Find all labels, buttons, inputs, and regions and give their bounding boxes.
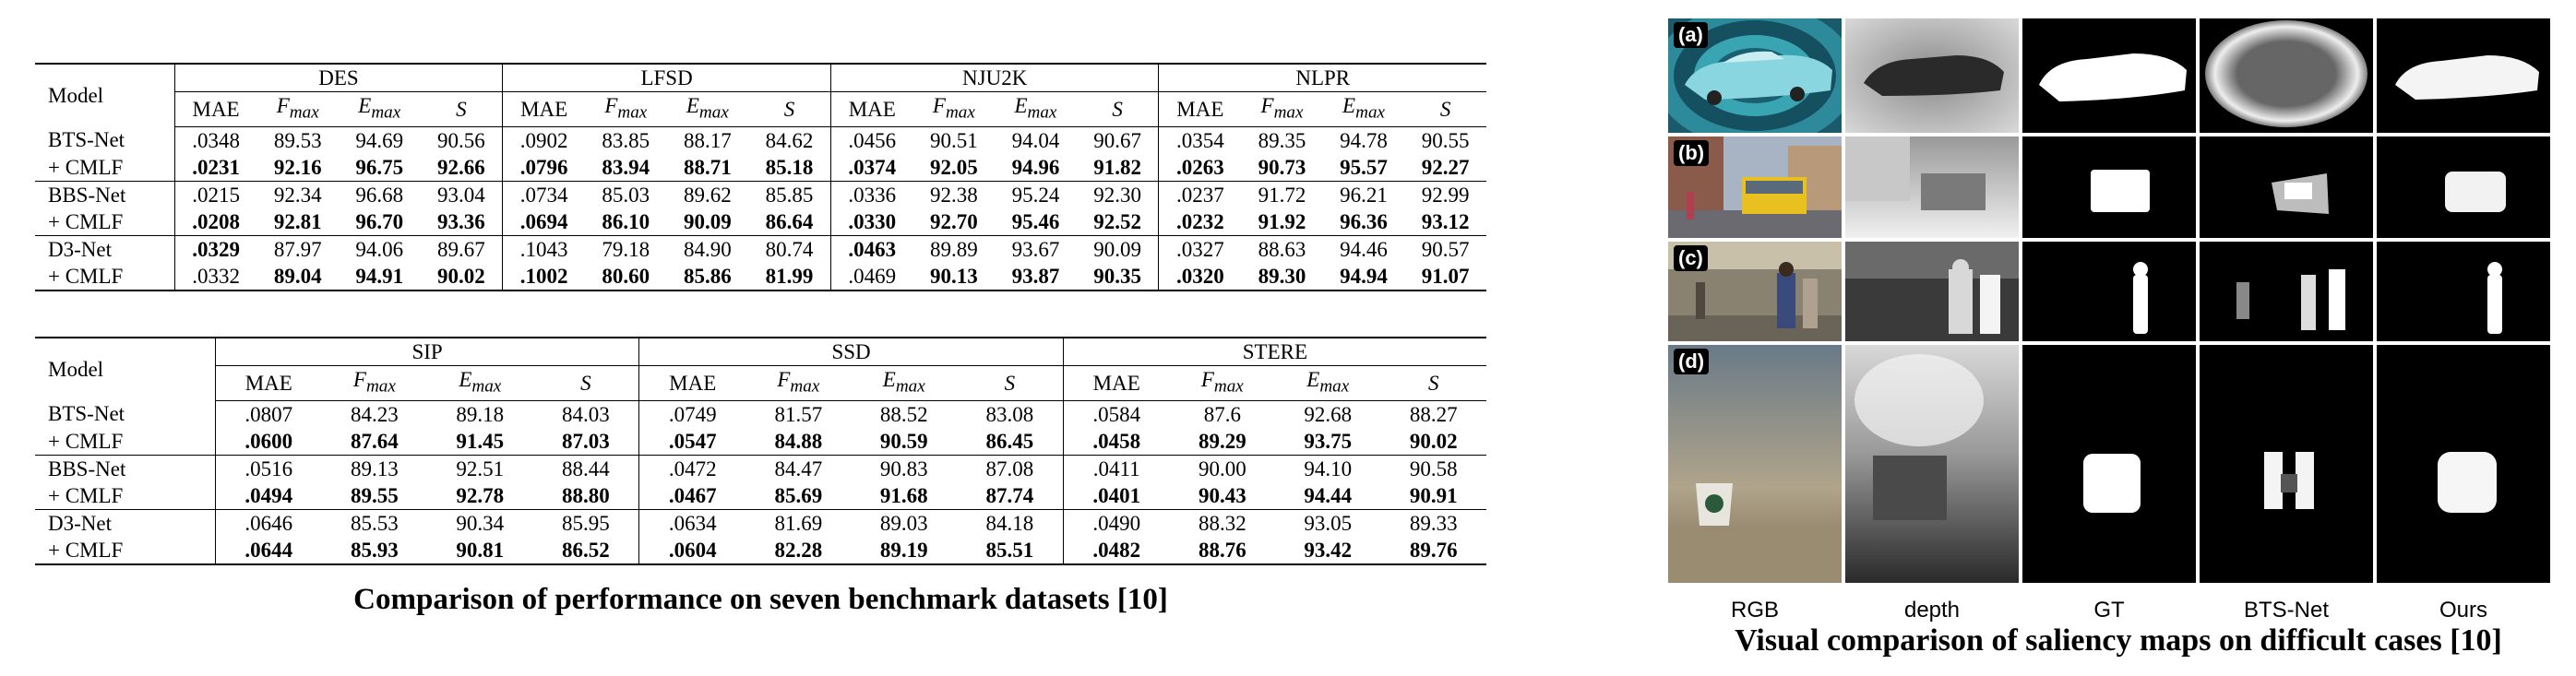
metric-fmax: $F_{max}$ — [585, 92, 667, 127]
metric-value-cell: 96.70 — [339, 208, 421, 236]
metric-value-cell: .0463 — [830, 235, 912, 263]
metric-value-cell: 96.68 — [355, 183, 404, 207]
metric-value-cell: 85.93 — [322, 537, 427, 564]
metric-value-cell: 93.67 — [1011, 237, 1060, 261]
metric-value-cell: .0482 — [1063, 537, 1169, 564]
metric-value-cell: .0208 — [174, 208, 256, 236]
metric-value-cell: 94.04 — [1011, 128, 1060, 152]
ours-map-b — [2377, 136, 2550, 238]
table-row — [35, 235, 1486, 263]
model-name-cell: + CMLF — [35, 263, 174, 291]
metric-value-cell: 81.57 — [774, 402, 823, 426]
table-row — [35, 482, 1486, 510]
metric-value-cell: .0401 — [1063, 482, 1169, 510]
dataset-header-des: DES — [174, 64, 503, 92]
metric-mae: MAE — [174, 92, 256, 127]
metric-value-cell: 88.52 — [879, 402, 928, 426]
metric-value-cell: 92.38 — [930, 183, 978, 207]
model-name-cell: + CMLF — [35, 537, 215, 564]
metric-value-cell: 90.55 — [1421, 128, 1470, 152]
metric-value-cell: 87.74 — [957, 482, 1063, 510]
metric-value-cell: 93.05 — [1304, 511, 1353, 535]
model-header: Model — [35, 64, 174, 126]
metric-value-cell: .0329 — [174, 235, 256, 263]
results-table-1 — [35, 63, 1486, 291]
rgb-image-c — [1668, 242, 1842, 341]
metric-value-cell: 92.99 — [1421, 183, 1470, 207]
model-name-cell: BTS-Net — [48, 128, 125, 152]
metric-value-cell: 88.63 — [1258, 237, 1306, 261]
table-row — [35, 181, 1486, 208]
metric-value-cell: .0516 — [215, 455, 321, 482]
table-2-body — [35, 400, 1486, 564]
metric-s: S — [748, 92, 830, 127]
metric-s: S — [1404, 92, 1486, 127]
metric-mae: MAE — [830, 92, 912, 127]
metric-value-cell: .0348 — [174, 126, 256, 154]
metric-value-cell: 93.87 — [995, 263, 1077, 291]
metric-value-cell: 92.30 — [1093, 183, 1141, 207]
metric-fmax: $F_{max}$ — [913, 92, 996, 127]
metric-value-cell: 89.89 — [930, 237, 978, 261]
table-row — [35, 263, 1486, 291]
metric-value-cell: 89.62 — [683, 183, 732, 207]
metric-value-cell: 94.78 — [1340, 128, 1388, 152]
metric-value-cell: 92.27 — [1404, 154, 1486, 182]
bts-net-map-a — [2200, 18, 2373, 133]
metric-value-cell: 90.35 — [1077, 263, 1159, 291]
metric-value-cell: 94.10 — [1304, 457, 1353, 480]
metric-value-cell: 91.68 — [852, 482, 957, 510]
dataset-header-ssd: SSD — [639, 338, 1063, 366]
metric-value-cell: .1002 — [503, 263, 585, 291]
metric-value-cell: 90.09 — [1093, 237, 1141, 261]
metric-value-cell: 92.52 — [1077, 208, 1159, 236]
metric-value-cell: 85.95 — [562, 511, 610, 535]
dataset-header-sip: SIP — [215, 338, 638, 366]
metric-value-cell: .0634 — [639, 509, 745, 537]
metric-s: S — [1077, 92, 1159, 127]
metric-value-cell: .0354 — [1159, 126, 1241, 154]
model-name-cell: + CMLF — [35, 154, 174, 182]
metric-value-cell: 80.60 — [585, 263, 667, 291]
metric-value-cell: 91.82 — [1077, 154, 1159, 182]
metric-value-cell: 92.78 — [427, 482, 532, 510]
metric-value-cell: .0469 — [830, 263, 912, 291]
ours-map-a — [2377, 18, 2550, 133]
gt-mask-d — [2022, 345, 2196, 583]
metric-value-cell: .0456 — [830, 126, 912, 154]
metric-value-cell: .0547 — [639, 428, 745, 456]
metric-value-cell: .0807 — [215, 400, 321, 428]
metric-fmax: $F_{max}$ — [322, 366, 427, 401]
metric-fmax: $F_{max}$ — [256, 92, 339, 127]
row-label-b: (b) — [1674, 140, 1709, 166]
metric-value-cell: 94.91 — [339, 263, 421, 291]
table-row — [35, 154, 1486, 182]
model-name-cell: + CMLF — [35, 482, 215, 510]
metric-value-cell: 92.05 — [913, 154, 996, 182]
metric-value-cell: 90.13 — [913, 263, 996, 291]
metric-value-cell: 94.69 — [355, 128, 404, 152]
rgb-image-d — [1668, 345, 1842, 583]
bts-net-map-b — [2200, 136, 2373, 238]
metric-value-cell: 83.08 — [985, 402, 1034, 426]
model-header: Model — [35, 338, 215, 400]
metric-value-cell: 84.62 — [765, 128, 814, 152]
metric-value-cell: 90.83 — [879, 457, 928, 480]
bts-net-map-d — [2200, 345, 2373, 583]
metric-value-cell: .1043 — [503, 235, 585, 263]
figure-caption: Visual comparison of saliency maps on difficult cases [10] — [1735, 623, 2502, 658]
metric-value-cell: 89.67 — [437, 237, 485, 261]
row-label-a: (a) — [1674, 22, 1708, 48]
metric-value-cell: 95.57 — [1323, 154, 1405, 182]
metric-value-cell: 92.81 — [256, 208, 339, 236]
metric-value-cell: 88.32 — [1198, 511, 1246, 535]
metric-value-cell: .0902 — [503, 126, 585, 154]
metric-value-cell: 89.30 — [1241, 263, 1323, 291]
metric-value-cell: .0458 — [1063, 428, 1169, 456]
dataset-header-stere: STERE — [1063, 338, 1486, 366]
metric-value-cell: 83.85 — [602, 128, 650, 152]
metric-value-cell: 94.96 — [995, 154, 1077, 182]
metric-value-cell: .0320 — [1159, 263, 1241, 291]
depth-image-d — [1845, 345, 2019, 583]
metric-s: S — [957, 366, 1063, 401]
metric-value-cell: 90.02 — [1380, 428, 1486, 456]
depth-image-c — [1845, 242, 2019, 341]
metric-value-cell: .0472 — [639, 455, 745, 482]
metric-value-cell: 91.92 — [1241, 208, 1323, 236]
metric-value-cell: 92.68 — [1304, 402, 1353, 426]
column-label-depth: depth — [1903, 598, 1961, 623]
metric-value-cell: 96.21 — [1340, 183, 1388, 207]
metric-value-cell: 84.90 — [683, 237, 732, 261]
metric-value-cell: 92.16 — [256, 154, 339, 182]
metric-value-cell: 89.53 — [273, 128, 322, 152]
metric-value-cell: .0734 — [503, 181, 585, 208]
dataset-header-nju2k: NJU2K — [830, 64, 1159, 92]
metric-header-row — [35, 92, 1486, 127]
metric-value-cell: 91.72 — [1258, 183, 1306, 207]
metric-value-cell: 89.18 — [456, 402, 505, 426]
metric-value-cell: 88.17 — [683, 128, 732, 152]
metric-value-cell: 94.94 — [1323, 263, 1405, 291]
depth-image-b — [1845, 136, 2019, 238]
table-row — [35, 428, 1486, 456]
rgb-image-b — [1668, 136, 1842, 238]
metric-value-cell: .0490 — [1063, 509, 1169, 537]
metric-value-cell: .0237 — [1159, 181, 1241, 208]
metric-emax: $E_{max}$ — [852, 366, 957, 401]
metric-value-cell: 81.99 — [748, 263, 830, 291]
results-table-2 — [35, 337, 1486, 565]
metric-value-cell: 89.04 — [256, 263, 339, 291]
metric-value-cell: .0215 — [174, 181, 256, 208]
metric-value-cell: 89.55 — [322, 482, 427, 510]
metric-value-cell: 86.52 — [533, 537, 639, 564]
ours-map-c — [2377, 242, 2550, 341]
metric-value-cell: 87.6 — [1203, 402, 1241, 426]
metric-value-cell: 85.53 — [351, 511, 399, 535]
metric-value-cell: 83.94 — [585, 154, 667, 182]
metric-value-cell: 84.88 — [745, 428, 851, 456]
table-1-body — [35, 126, 1486, 291]
table-row — [35, 455, 1486, 482]
metric-value-cell: 90.59 — [852, 428, 957, 456]
metric-value-cell: 81.69 — [774, 511, 823, 535]
metric-fmax: $F_{max}$ — [1241, 92, 1323, 127]
model-name-cell: + CMLF — [35, 208, 174, 236]
model-name-cell: D3-Net — [48, 237, 112, 261]
metric-value-cell: 87.97 — [273, 237, 322, 261]
metric-value-cell: .0330 — [830, 208, 912, 236]
row-label-c: (c) — [1674, 245, 1708, 271]
metric-value-cell: 90.09 — [667, 208, 749, 236]
metric-value-cell: 84.23 — [351, 402, 399, 426]
metric-value-cell: .0374 — [830, 154, 912, 182]
model-name-cell: D3-Net — [48, 511, 112, 535]
gt-mask-c — [2022, 242, 2196, 341]
metric-mae: MAE — [639, 366, 745, 401]
metric-value-cell: 90.51 — [930, 128, 978, 152]
metric-value-cell: 85.51 — [957, 537, 1063, 564]
model-name-cell: BTS-Net — [48, 402, 125, 426]
dataset-header-nlpr: NLPR — [1159, 64, 1486, 92]
metric-value-cell: .0332 — [174, 263, 256, 291]
metric-value-cell: 89.35 — [1258, 128, 1306, 152]
metric-value-cell: 95.46 — [995, 208, 1077, 236]
model-name-cell: BBS-Net — [48, 457, 126, 480]
metric-value-cell: 90.57 — [1421, 237, 1470, 261]
metric-s: S — [533, 366, 639, 401]
metric-value-cell: 88.44 — [562, 457, 610, 480]
table-caption: Comparison of performance on seven benchmark datasets [10] — [353, 583, 1168, 616]
metric-fmax: $F_{max}$ — [1170, 366, 1275, 401]
column-label-ours: Ours — [2439, 598, 2487, 623]
metric-mae: MAE — [215, 366, 321, 401]
metric-fmax: $F_{max}$ — [745, 366, 851, 401]
metric-value-cell: .0749 — [639, 400, 745, 428]
metric-value-cell: 79.18 — [602, 237, 650, 261]
metric-value-cell: 96.75 — [339, 154, 421, 182]
metric-value-cell: 90.58 — [1409, 457, 1458, 480]
metric-emax: $E_{max}$ — [995, 92, 1077, 127]
metric-mae: MAE — [1159, 92, 1241, 127]
metric-value-cell: 89.03 — [879, 511, 928, 535]
metric-value-cell: 90.67 — [1093, 128, 1141, 152]
metric-emax: $E_{max}$ — [1275, 366, 1380, 401]
metric-value-cell: 80.74 — [765, 237, 814, 261]
metric-emax: $E_{max}$ — [339, 92, 421, 127]
metric-value-cell: 84.47 — [774, 457, 823, 480]
metric-value-cell: .0336 — [830, 181, 912, 208]
metric-value-cell: 87.64 — [322, 428, 427, 456]
metric-value-cell: 88.76 — [1170, 537, 1275, 564]
metric-value-cell: 85.18 — [748, 154, 830, 182]
metric-value-cell: 92.51 — [456, 457, 505, 480]
metric-value-cell: .0694 — [503, 208, 585, 236]
metric-value-cell: 90.34 — [456, 511, 505, 535]
metric-emax: $E_{max}$ — [1323, 92, 1405, 127]
metric-s: S — [1380, 366, 1486, 401]
metric-value-cell: .0604 — [639, 537, 745, 564]
table-row — [35, 509, 1486, 537]
metric-value-cell: 94.44 — [1275, 482, 1380, 510]
metric-value-cell: 85.86 — [667, 263, 749, 291]
row-label-d: (d) — [1674, 349, 1709, 374]
metric-value-cell: 84.18 — [985, 511, 1034, 535]
metric-value-cell: 92.66 — [421, 154, 503, 182]
metric-s: S — [421, 92, 503, 127]
metric-value-cell: .0646 — [215, 509, 321, 537]
metric-value-cell: 89.29 — [1170, 428, 1275, 456]
metric-value-cell: 90.81 — [427, 537, 532, 564]
metric-value-cell: 88.27 — [1409, 402, 1458, 426]
metric-value-cell: 93.36 — [421, 208, 503, 236]
metric-value-cell: 91.45 — [427, 428, 532, 456]
metric-value-cell: .0231 — [174, 154, 256, 182]
metric-emax: $E_{max}$ — [427, 366, 532, 401]
metric-value-cell: 90.02 — [421, 263, 503, 291]
metric-value-cell: 88.71 — [667, 154, 749, 182]
metric-value-cell: 92.34 — [273, 183, 322, 207]
column-label-bts-net: BTS-Net — [2243, 598, 2329, 623]
metric-value-cell: 85.03 — [602, 183, 650, 207]
table-row — [35, 208, 1486, 236]
metric-value-cell: 82.28 — [745, 537, 851, 564]
table-row — [35, 126, 1486, 154]
metric-value-cell: 89.19 — [852, 537, 957, 564]
metric-value-cell: .0600 — [215, 428, 321, 456]
metric-value-cell: 88.80 — [533, 482, 639, 510]
metric-value-cell: 91.07 — [1404, 263, 1486, 291]
table-row — [35, 400, 1486, 428]
metric-value-cell: 86.10 — [585, 208, 667, 236]
metric-value-cell: 95.24 — [1011, 183, 1060, 207]
metric-value-cell: 93.75 — [1275, 428, 1380, 456]
metric-value-cell: 90.00 — [1198, 457, 1246, 480]
metric-value-cell: .0584 — [1063, 400, 1169, 428]
metric-value-cell: 89.13 — [351, 457, 399, 480]
metric-value-cell: 90.91 — [1380, 482, 1486, 510]
bts-net-map-c — [2200, 242, 2373, 341]
metric-value-cell: 93.42 — [1275, 537, 1380, 564]
metric-value-cell: 90.56 — [437, 128, 485, 152]
metric-value-cell: 90.43 — [1170, 482, 1275, 510]
metric-value-cell: .0263 — [1159, 154, 1241, 182]
metric-value-cell: 93.12 — [1404, 208, 1486, 236]
metric-value-cell: .0327 — [1159, 235, 1241, 263]
metric-value-cell: .0411 — [1063, 455, 1169, 482]
metric-value-cell: 90.73 — [1241, 154, 1323, 182]
table-row — [35, 537, 1486, 564]
metric-value-cell: .0644 — [215, 537, 321, 564]
column-label-rgb: RGB — [1730, 598, 1779, 623]
rgb-image-a — [1668, 18, 1842, 133]
metric-value-cell: 84.03 — [562, 402, 610, 426]
metric-header-row — [35, 366, 1486, 401]
metric-value-cell: 86.45 — [957, 428, 1063, 456]
metric-emax: $E_{max}$ — [667, 92, 749, 127]
metric-value-cell: 89.33 — [1409, 511, 1458, 535]
metric-mae: MAE — [1063, 366, 1169, 401]
gt-mask-a — [2022, 18, 2196, 133]
model-name-cell: BBS-Net — [48, 183, 126, 207]
dataset-header-lfsd: LFSD — [503, 64, 831, 92]
metric-value-cell: .0232 — [1159, 208, 1241, 236]
metric-value-cell: .0796 — [503, 154, 585, 182]
metric-value-cell: 87.08 — [985, 457, 1034, 480]
depth-image-a — [1845, 18, 2019, 133]
metric-value-cell: .0467 — [639, 482, 745, 510]
metric-value-cell: .0494 — [215, 482, 321, 510]
metric-value-cell: 94.06 — [355, 237, 404, 261]
metric-value-cell: 93.04 — [437, 183, 485, 207]
metric-value-cell: 92.70 — [913, 208, 996, 236]
metric-value-cell: 89.76 — [1380, 537, 1486, 564]
column-label-gt: GT — [2093, 598, 2125, 623]
gt-mask-b — [2022, 136, 2196, 238]
metric-mae: MAE — [503, 92, 585, 127]
metric-value-cell: 86.64 — [748, 208, 830, 236]
metric-value-cell: 85.85 — [765, 183, 814, 207]
metric-value-cell: 85.69 — [745, 482, 851, 510]
metric-value-cell: 96.36 — [1323, 208, 1405, 236]
ours-map-d — [2377, 345, 2550, 583]
metric-value-cell: 94.46 — [1340, 237, 1388, 261]
metric-value-cell: 87.03 — [533, 428, 639, 456]
model-name-cell: + CMLF — [35, 428, 215, 456]
